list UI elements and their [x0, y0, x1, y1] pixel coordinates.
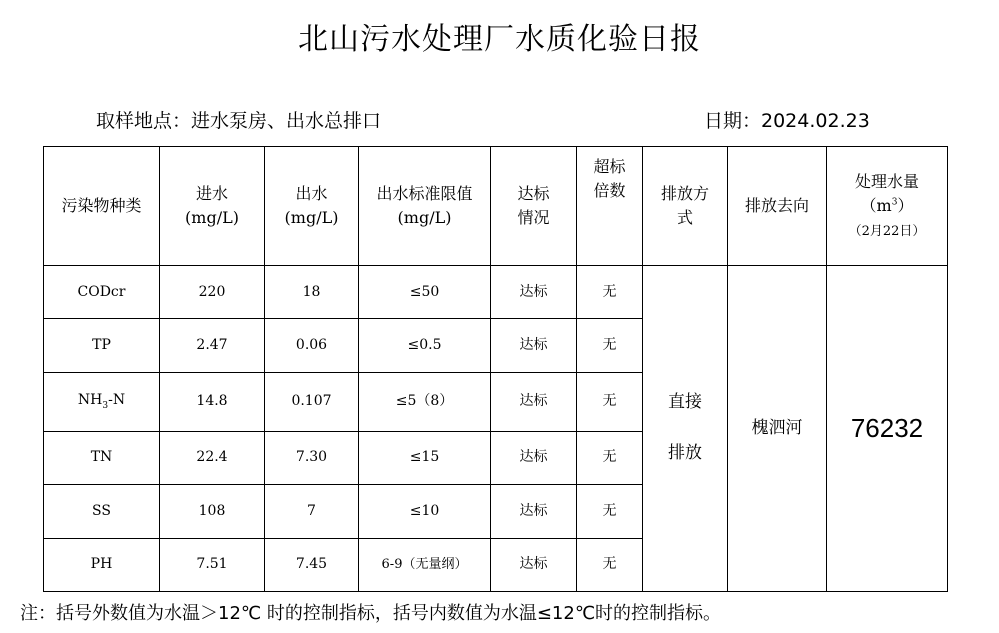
- cell-inflow: 220: [160, 266, 265, 319]
- cell-status: 达标: [491, 266, 577, 319]
- cell-outflow: 18: [265, 266, 359, 319]
- cell-status: 达标: [491, 538, 577, 591]
- table-row: [44, 266, 948, 319]
- header-limit: 出水标准限值 (mg/L): [359, 147, 491, 266]
- cell-status: 达标: [491, 319, 577, 372]
- cell-exceed: 无: [577, 485, 643, 538]
- header-pollutant: 污染物种类: [44, 147, 160, 266]
- header-inflow: 进水 (mg/L): [160, 147, 265, 266]
- cell-limit: ≤5（8）: [359, 372, 491, 431]
- header-volume: 处理水量 $(m^3)$ （2月22日）: [827, 147, 948, 266]
- cell-pollutant: SS: [44, 485, 160, 538]
- cell-status: 达标: [491, 372, 577, 431]
- cell-outflow: 0.06: [265, 319, 359, 372]
- header-outflow: 出水 (mg/L): [265, 147, 359, 266]
- cell-outflow: 7.45: [265, 538, 359, 591]
- cell-status: 达标: [491, 485, 577, 538]
- cell-exceed: 无: [577, 319, 643, 372]
- cell-exceed: 无: [577, 431, 643, 484]
- cell-exceed: 无: [577, 538, 643, 591]
- cell-exceed: 无: [577, 266, 643, 319]
- cell-inflow: 2.47: [160, 319, 265, 372]
- cell-inflow: 22.4: [160, 431, 265, 484]
- cell-limit: ≤50: [359, 266, 491, 319]
- cell-pollutant: TP: [44, 319, 160, 372]
- cell-discharge-method: 直接 排放: [643, 266, 728, 592]
- footnote: 注：括号外数值为水温＞12℃ 时的控制指标，括号内数值为水温≤12℃时的控制指标。: [20, 603, 722, 624]
- cell-outflow: 7.30: [265, 431, 359, 484]
- cell-outflow: 7: [265, 485, 359, 538]
- cell-limit: ≤0.5: [359, 319, 491, 372]
- report-date: 日期：2024.02.23: [704, 110, 870, 132]
- cell-limit: 6-9（无量纲）: [359, 538, 491, 591]
- cell-limit: ≤15: [359, 431, 491, 484]
- cell-inflow: 108: [160, 485, 265, 538]
- header-method: 排放方 式: [643, 147, 728, 266]
- cell-pollutant: $NH_3-N$: [44, 372, 160, 431]
- water-quality-table: [43, 146, 948, 592]
- sampling-location: 取样地点：进水泵房、出水总排口: [96, 110, 382, 132]
- cell-pollutant: TN: [44, 431, 160, 484]
- cell-treated-volume: 76232: [827, 266, 948, 592]
- cell-inflow: 7.51: [160, 538, 265, 591]
- cell-pollutant: CODcr: [44, 266, 160, 319]
- cell-limit: ≤10: [359, 485, 491, 538]
- header-destination: 排放去向: [728, 147, 827, 266]
- cell-status: 达标: [491, 431, 577, 484]
- report-title: 北山污水处理厂水质化验日报: [298, 22, 701, 57]
- cell-outflow: 0.107: [265, 372, 359, 431]
- header-exceed: 超标 倍数: [577, 147, 643, 266]
- header-status: 达标 情况: [491, 147, 577, 266]
- cell-exceed: 无: [577, 372, 643, 431]
- cell-inflow: 14.8: [160, 372, 265, 431]
- cell-discharge-destination: 槐泗河: [728, 266, 827, 592]
- table-header-row: [44, 147, 948, 266]
- cell-pollutant: PH: [44, 538, 160, 591]
